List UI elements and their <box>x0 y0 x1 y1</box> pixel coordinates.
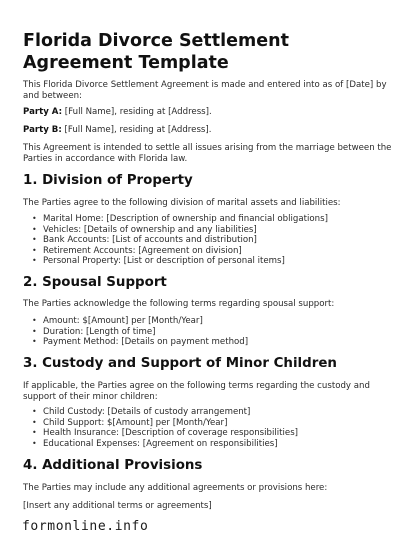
section-lead-spousal-support: The Parties acknowledge the following terms regarding spousal support: <box>23 299 335 309</box>
purpose-paragraph: This Agreement is intended to settle all issues arising from the marriage between the Parties in accordance with Florida law. <box>23 143 392 165</box>
section-heading-custody: 3. Custody and Support of Minor Children <box>23 356 337 371</box>
list-item: • Vehicles: [Details of ownership and any liabilities] <box>32 224 257 235</box>
list-item: • Educational Expenses: [Agreement on responsibilities] <box>32 438 278 449</box>
list-item: • Child Support: $[Amount] per [Month/Year] <box>32 417 228 428</box>
bullet-icon: • <box>32 337 37 347</box>
bullet-icon: • <box>32 316 37 325</box>
list-item: • Bank Accounts: [List of accounts and distribution] <box>32 235 257 246</box>
intro-paragraph: This Florida Divorce Settlement Agreement is made and entered into as of [Date] by and between: <box>23 80 387 102</box>
bullet-icon: • <box>32 438 37 448</box>
custody-list <box>23 407 395 449</box>
bullet-icon: • <box>32 245 37 255</box>
party-a-line <box>23 107 395 118</box>
list-item: • Retirement Accounts: [Agreement on division] <box>32 245 242 256</box>
party-a-text: [Full Name], residing at [Address]. <box>62 107 212 117</box>
additional-terms-note: [Insert any additional terms or agreements] <box>23 501 212 511</box>
bullet-icon: • <box>32 428 37 438</box>
list-item: • Personal Property: [List or description of personal items] <box>32 256 285 267</box>
watermark: formonline.info <box>22 519 149 534</box>
bullet-icon: • <box>32 326 37 336</box>
spousal-support-list <box>23 316 395 348</box>
list-item: • Amount: $[Amount] per [Month/Year] <box>32 316 203 326</box>
section-heading-additional: 4. Additional Provisions <box>23 458 203 473</box>
list-item: • Health Insurance: [Description of coverage responsibilities] <box>32 428 299 439</box>
party-a-label: Party A: <box>23 107 63 117</box>
bullet-icon: • <box>32 224 37 234</box>
bullet-icon: • <box>32 256 37 266</box>
bullet-icon: • <box>32 235 37 245</box>
section-lead-custody: If applicable, the Parties agree on the following terms regarding the custody and support of their minor children: <box>23 381 370 403</box>
bullet-icon: • <box>32 417 37 427</box>
party-b-line <box>23 125 395 136</box>
list-item: • Marital Home: [Description of ownership and financial obligations] <box>32 214 328 224</box>
bullet-icon: • <box>32 407 37 416</box>
party-b-text: [Full Name], residing at [Address]. <box>61 125 212 135</box>
section-heading-spousal-support: 2. Spousal Support <box>23 275 167 290</box>
list-item: • Child Custody: [Details of custody arrangement] <box>32 407 251 417</box>
list-item: • Payment Method: [Details on payment method] <box>32 337 249 348</box>
bullet-icon: • <box>32 214 37 223</box>
party-b-label: Party B: <box>23 125 62 135</box>
list-item: • Duration: [Length of time] <box>32 326 156 337</box>
document-title: Florida Divorce Settlement Agreement Template <box>23 31 289 73</box>
property-list <box>23 214 395 267</box>
section-heading-property: 1. Division of Property <box>23 173 193 188</box>
section-lead-additional: The Parties may include any additional agreements or provisions here: <box>23 483 328 493</box>
section-lead-property: The Parties agree to the following division of marital assets and liabilities: <box>23 198 341 208</box>
